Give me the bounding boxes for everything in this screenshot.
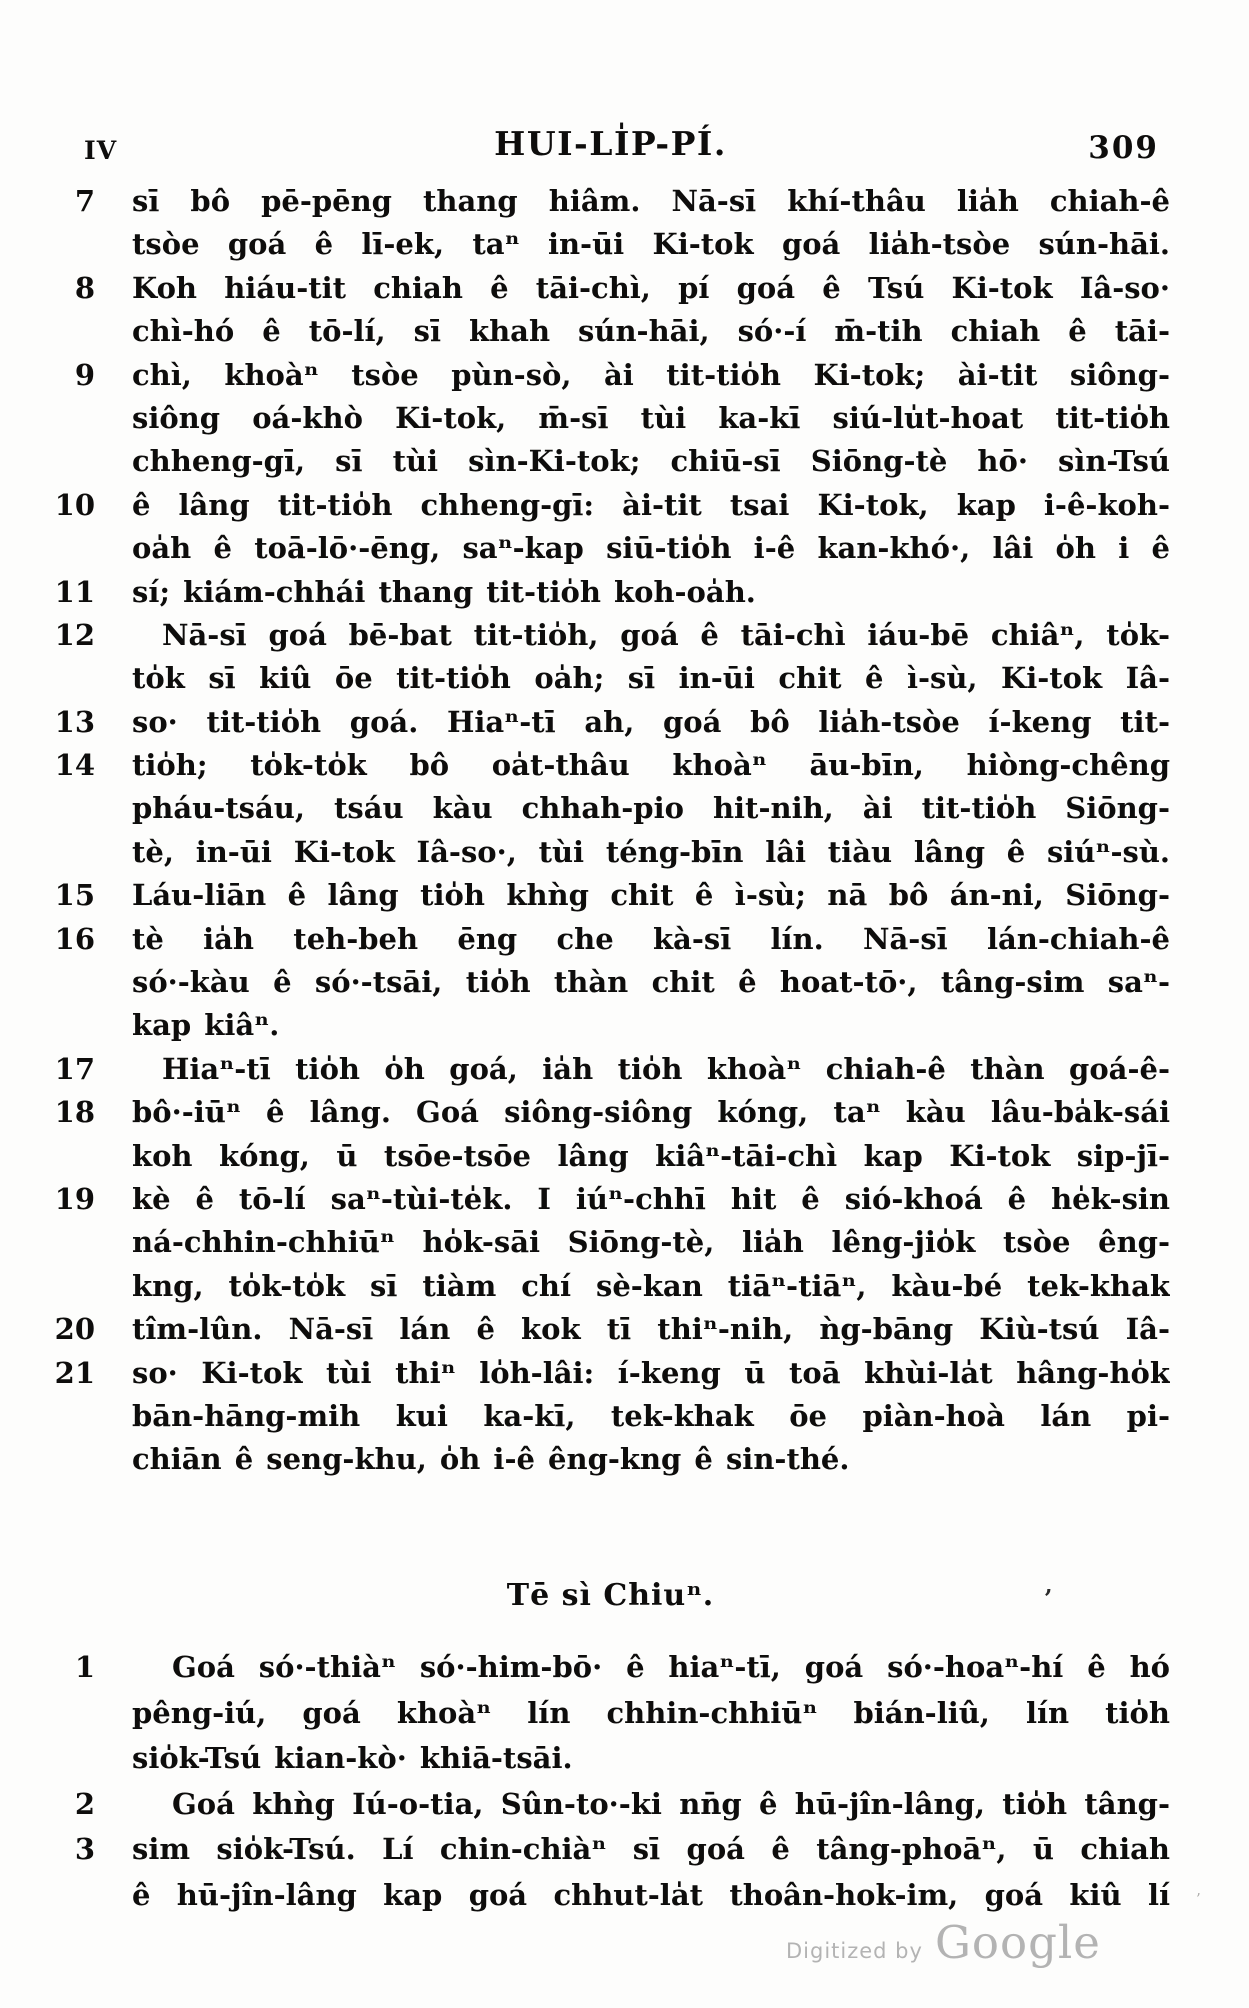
verse-text: sio̍k-Tsú kian-kò· khiā-tsāi. (132, 1741, 573, 1776)
verse-text: kng, to̍k-to̍k sī tiàm chí sè-kan tiāⁿ-tiāⁿ, kàu-bé tek-khak (132, 1268, 1170, 1303)
verse-line (50, 1008, 1170, 1051)
verse-line (50, 1787, 1170, 1833)
verse-line (50, 401, 1170, 444)
verse-text: chì, khoàⁿ tsòe pùn-sò, ài tit-tio̍h Ki-tok; ài-tit siông- (132, 357, 1170, 392)
verse-number: 21 (54, 1355, 95, 1390)
digitized-watermark (786, 1916, 1101, 1969)
verse-number: 2 (74, 1786, 95, 1821)
verse-text: kap kiâⁿ. (132, 1008, 280, 1043)
verse-line (50, 1832, 1170, 1878)
verse-number: 15 (54, 878, 95, 913)
verse-text: bô·-iūⁿ ê lâng. Goá siông-siông kóng, taⁿ kàu lâu-ba̍k-sái (132, 1095, 1170, 1130)
verse-line (50, 1182, 1170, 1225)
verse-line (50, 488, 1170, 531)
verse-number: 17 (54, 1051, 95, 1086)
verse-text: tsòe goá ê lī-ek, taⁿ in-ūi Ki-tok goá lia̍h-tsòe sún-hāi. (132, 227, 1170, 262)
verse-text: sī bô pē-pēng thang hiâm. Nā-sī khí-thâu lia̍h chiah-ê (132, 184, 1170, 218)
verse-text: Goá só·-thiàⁿ só·-him-bō· ê hiaⁿ-tī, goá só·-hoaⁿ-hí ê hó (172, 1650, 1170, 1684)
verse-line (50, 661, 1170, 704)
verse-line (50, 965, 1170, 1008)
verse-text: so· tit-tio̍h goá. Hiaⁿ-tī ah, goá bô lia̍h-tsòe í-keng tit- (132, 704, 1170, 739)
verse-text: Koh hiáu-tit chiah ê tāi-chì, pí goá ê Tsú Ki-tok Iâ-so· (132, 270, 1170, 305)
verse-number: 3 (74, 1832, 95, 1867)
verse-text: bān-hāng-mih kui ka-kī, tek-khak ōe piàn-hoà lán pi- (132, 1398, 1170, 1433)
verse-line (50, 314, 1170, 357)
header-folio-label: IV (84, 136, 118, 165)
verse-number: 10 (54, 487, 95, 522)
verse-line (50, 531, 1170, 574)
verse-line (50, 1741, 1170, 1787)
google-logo: Google (934, 1916, 1101, 1969)
verse-text: só·-kàu ê só·-tsāi, tio̍h thàn chit ê hoat-tō·, tâng-sim saⁿ- (132, 965, 1170, 1000)
verse-line (50, 791, 1170, 834)
verse-line (50, 271, 1170, 314)
verse-text: tio̍h; to̍k-to̍k bô oa̍t-thâu khoàⁿ āu-bīn, hiòng-chêng (132, 748, 1170, 783)
verse-line (50, 1095, 1170, 1138)
verse-text: ê hū-jîn-lâng kap goá chhut-la̍t thoân-hok-im, goá kiû lí (132, 1877, 1170, 1912)
verse-text: sí; kiám-chhái thang tit-tio̍h koh-oa̍h. (132, 574, 756, 609)
verse-line (50, 922, 1170, 965)
verse-line (50, 227, 1170, 270)
verse-number: 11 (54, 574, 95, 609)
verse-line (50, 358, 1170, 401)
verse-number: 18 (54, 1095, 95, 1130)
watermark-prefix-label: Digitized by (786, 1939, 923, 1963)
verse-line (50, 1225, 1170, 1268)
verse-number: 12 (54, 617, 95, 652)
verse-line (50, 1696, 1170, 1742)
verse-line (50, 835, 1170, 878)
verse-number: 1 (74, 1650, 95, 1684)
verse-text: Nā-sī goá bē-bat tit-tio̍h, goá ê tāi-chì iáu-bē chiâⁿ, to̍k- (162, 617, 1170, 652)
verse-text: tè, in-ūi Ki-tok Iâ-so·, tùi téng-bīn lâi tiàu lâng ê siúⁿ-sù. (132, 834, 1170, 869)
verse-line (50, 1139, 1170, 1182)
scan-artifact-mark: ’ (1044, 1584, 1053, 1613)
verse-number: 14 (54, 748, 95, 783)
verse-line (50, 1650, 1170, 1696)
verse-line (50, 618, 1170, 661)
verse-number: 7 (74, 184, 95, 218)
verse-text: chiān ê seng-khu, o̍h i-ê êng-kng ê sin-thé. (132, 1442, 850, 1477)
verse-block-chapter4 (50, 1650, 1170, 1924)
verse-text: Goá khǹg Iú-o-tia, Sûn-to·-ki nn̄g ê hū-jîn-lâng, tio̍h tâng- (172, 1786, 1170, 1821)
verse-text: so· Ki-tok tùi thiⁿ lo̍h-lâi: í-keng ū toā khùi-la̍t hâng-ho̍k (132, 1355, 1170, 1390)
verse-line (50, 705, 1170, 748)
verse-text: pêng-iú, goá khoàⁿ lín chhin-chhiūⁿ bián-liû, lín tio̍h (132, 1695, 1170, 1730)
verse-line (50, 575, 1170, 618)
verse-text: chì-hó ê tō-lí, sī khah sún-hāi, só·-í m̄-tih chiah ê tāi- (132, 314, 1170, 349)
verse-number: 19 (54, 1181, 95, 1216)
verse-text: oa̍h ê toā-lō·-ēng, saⁿ-kap siū-tio̍h i-ê kan-khó·, lâi o̍h i ê (132, 531, 1170, 566)
verse-number: 8 (74, 270, 95, 305)
page-number: 309 (1088, 130, 1159, 166)
verse-text: ê lâng tit-tio̍h chheng-gī: ài-tit tsai Ki-tok, kap i-ê-koh- (132, 487, 1170, 522)
scan-artifact-speck: ’ (1196, 1890, 1201, 1908)
verse-text: ná-chhin-chhiūⁿ ho̍k-sāi Siōng-tè, lia̍h lêng-jio̍k tsòe êng- (132, 1225, 1170, 1260)
verse-number: 20 (54, 1312, 95, 1347)
verse-line (50, 1052, 1170, 1095)
verse-text: to̍k sī kiû ōe tit-tio̍h oa̍h; sī in-ūi chit ê ì-sù, Ki-tok Iâ- (132, 661, 1170, 696)
verse-line (50, 878, 1170, 921)
verse-text: chheng-gī, sī tùi sìn-Ki-tok; chiū-sī Siōng-tè hō· sìn-Tsú (132, 444, 1170, 479)
verse-number: 13 (54, 704, 95, 739)
verse-line (50, 748, 1170, 791)
chapter-heading: Tē sì Chiuⁿ. (506, 1578, 715, 1613)
verse-text: siông oá-khò Ki-tok, m̄-sī tùi ka-kī siú-lu̍t-hoat tit-tio̍h (132, 400, 1170, 435)
verse-number: 9 (74, 357, 95, 392)
verse-text: tè ia̍h teh-beh ēng che kà-sī lín. Nā-sī lán-chiah-ê (132, 921, 1170, 956)
verse-text: pháu-tsáu, tsáu kàu chhah-pio hit-nih, ài tit-tio̍h Siōng- (132, 791, 1170, 826)
verse-text: tîm-lûn. Nā-sī lán ê kok tī thiⁿ-nih, ǹg-bāng Kiù-tsú Iâ- (132, 1312, 1170, 1347)
verse-block-chapter3 (50, 184, 1170, 1486)
verse-line (50, 1442, 1170, 1485)
verse-line (50, 1312, 1170, 1355)
verse-text: sim sio̍k-Tsú. Lí chin-chiàⁿ sī goá ê tâng-phoāⁿ, ū chiah (132, 1832, 1170, 1867)
verse-line (50, 444, 1170, 487)
verse-line (50, 1356, 1170, 1399)
verse-text: koh kóng, ū tsōe-tsōe lâng kiâⁿ-tāi-chì kap Ki-tok sip-jī- (132, 1138, 1170, 1173)
verse-line (50, 184, 1170, 227)
verse-text: kè ê tō-lí saⁿ-tùi-te̍k. I iúⁿ-chhī hit ê sió-khoá ê he̍k-sin (132, 1181, 1170, 1216)
page-title: HUI-LI̍P-PÍ. (494, 124, 727, 163)
verse-line (50, 1269, 1170, 1312)
verse-text: Hiaⁿ-tī tio̍h o̍h goá, ia̍h tio̍h khoàⁿ chiah-ê thàn goá-ê- (162, 1051, 1170, 1086)
verse-number: 16 (54, 921, 95, 956)
verse-line (50, 1399, 1170, 1442)
verse-text: Láu-liān ê lâng tio̍h khǹg chit ê ì-sù; nā bô án-ni, Siōng- (132, 878, 1170, 913)
